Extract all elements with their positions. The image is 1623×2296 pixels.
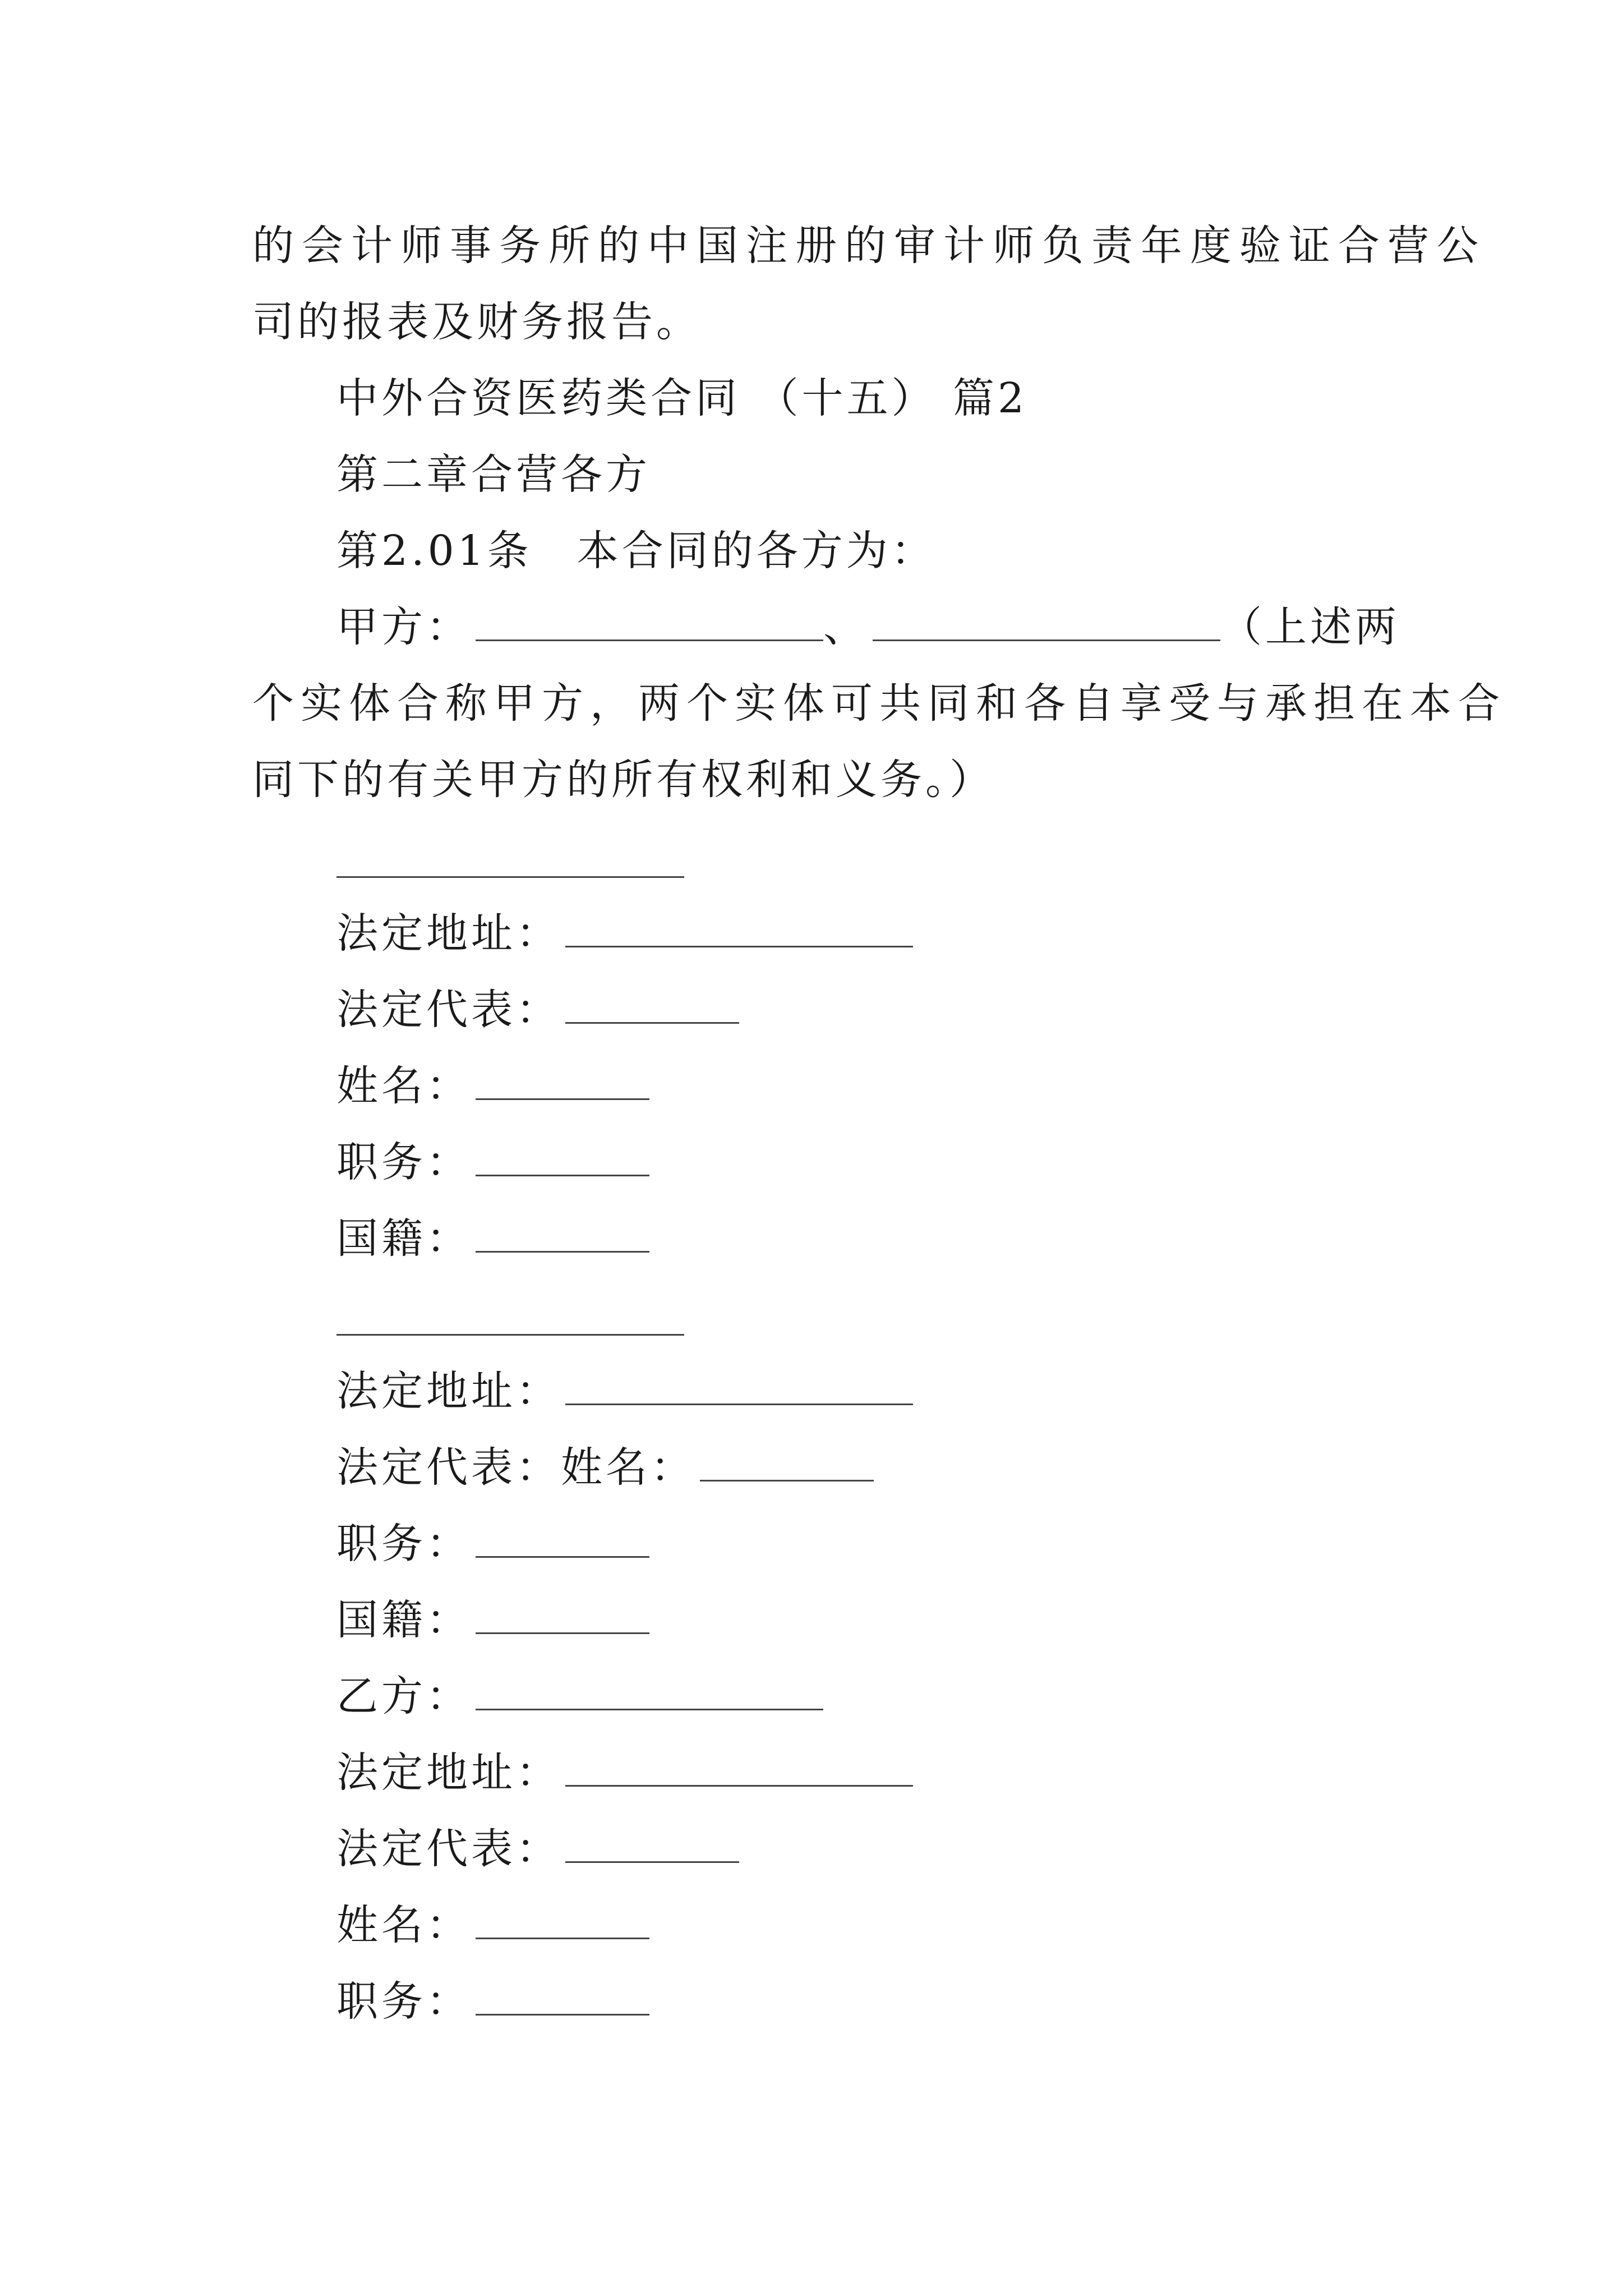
party-a-note-start: （上述两 (1220, 603, 1400, 651)
entity1-name-line (336, 1060, 1380, 1112)
article-heading (336, 525, 1380, 577)
party-b-line (336, 1671, 1380, 1722)
entity1-rep-blank[interactable] (565, 987, 739, 1024)
entity1-nationality-label: 国籍： (336, 1214, 471, 1263)
entity2-rep-name-label: 法定代表：姓名： (336, 1443, 695, 1492)
chapter-heading-text: 第二章合营各方 (336, 450, 651, 499)
entity1-title-label: 职务： (336, 1138, 471, 1186)
party-b-address-blank[interactable] (565, 1750, 913, 1787)
party-a-note-text-2: 个实体合称甲方，两个实体可共同和各自享受与承担在本合 (252, 679, 1506, 728)
party-b-name-line (336, 1899, 1380, 1951)
party-b-title-blank[interactable] (476, 1979, 649, 2016)
party-a-entity2-blank[interactable] (873, 605, 1220, 641)
entity1-name-blank[interactable] (336, 876, 684, 878)
entity1-rep-line (336, 984, 1380, 1036)
entity1-person-name-blank[interactable] (476, 1064, 649, 1100)
party-b-rep-blank[interactable] (565, 1826, 739, 1863)
chapter-heading (336, 449, 1380, 500)
continuation-line-1 (252, 220, 1486, 272)
entity1-nationality-blank[interactable] (476, 1216, 649, 1253)
entity2-title-label: 职务： (336, 1520, 471, 1568)
party-a-note-text-3: 同下的有关甲方的所有权利和义务。） (252, 756, 994, 804)
entity2-address-line (336, 1365, 1380, 1417)
entity2-address-label: 法定地址： (336, 1367, 561, 1415)
entity1-title-line (336, 1137, 1380, 1188)
party-a-label: 甲方： (336, 603, 471, 651)
entity2-nationality-label: 国籍： (336, 1596, 471, 1644)
party-b-address-label: 法定地址： (336, 1749, 561, 1797)
entity2-address-blank[interactable] (565, 1369, 913, 1405)
section-title (336, 372, 1380, 424)
party-a-entity1-blank[interactable] (476, 605, 823, 641)
party-b-person-name-blank[interactable] (476, 1903, 649, 1939)
party-b-label: 乙方： (336, 1672, 471, 1720)
entity1-rep-label: 法定代表： (336, 986, 561, 1034)
continuation-text-1: 的会计师事务所的中国注册的审计师负责年度验证合营公 (252, 222, 1486, 270)
party-a-separator: 、 (823, 603, 868, 651)
party-b-name-label: 姓名： (336, 1901, 471, 1949)
section-title-text: 中外合资医药类合同 （十五） 篇2 (336, 374, 1028, 422)
party-b-rep-line (336, 1823, 1380, 1875)
party-a-line (336, 601, 1400, 653)
party-b-title-line (336, 1976, 1380, 2027)
entity1-nationality-line (336, 1213, 1380, 1264)
entity2-title-blank[interactable] (476, 1521, 649, 1558)
entity2-rep-name-line (336, 1442, 1380, 1493)
entity1-address-line (336, 908, 1380, 959)
party-b-title-label: 职务： (336, 1977, 471, 2026)
party-b-name-blank[interactable] (476, 1674, 823, 1710)
party-b-rep-label: 法定代表： (336, 1825, 561, 1873)
entity2-nationality-line (336, 1594, 1380, 1646)
entity2-nationality-blank[interactable] (476, 1598, 649, 1634)
entity2-title-line (336, 1518, 1380, 1570)
entity2-rep-name-blank[interactable] (700, 1445, 874, 1481)
party-a-note-line-3 (252, 754, 1380, 806)
party-b-address-line (336, 1747, 1380, 1798)
entity2-name-blank[interactable] (336, 1334, 684, 1336)
continuation-text-2: 司的报表及财务报告。 (252, 298, 701, 346)
entity1-address-label: 法定地址： (336, 909, 561, 958)
entity1-name-label: 姓名： (336, 1062, 471, 1110)
continuation-line-2 (252, 296, 1380, 348)
party-a-note-line-2 (252, 678, 1506, 729)
entity1-title-blank[interactable] (476, 1140, 649, 1176)
entity1-address-blank[interactable] (565, 911, 913, 947)
article-heading-text: 第2.01条 本合同的各方为： (336, 527, 936, 575)
